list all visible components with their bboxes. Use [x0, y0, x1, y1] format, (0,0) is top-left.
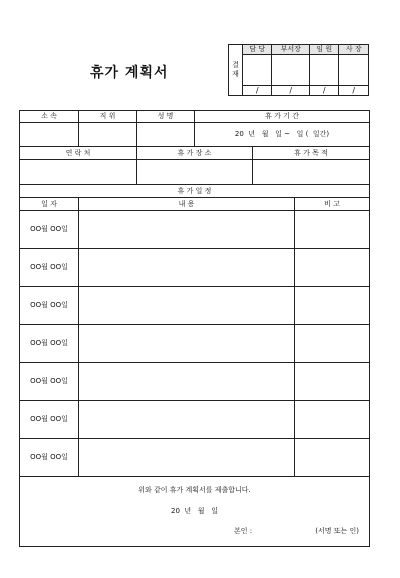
approval-box: [228, 44, 369, 96]
schedule-content[interactable]: [79, 211, 295, 249]
schedule-date: OO월 OO일: [20, 211, 79, 249]
signer-label: 본인 :: [234, 527, 253, 535]
submission-statement: 위와 같이 휴가 계획서를 제출합니다.: [138, 486, 251, 494]
approval-role-president: 사 장: [339, 45, 369, 55]
schedule-date: OO월 OO일: [20, 401, 79, 439]
remarks-column-header: 비 고: [295, 198, 370, 211]
approval-date-cell[interactable]: /: [339, 86, 369, 96]
schedule-remarks[interactable]: [295, 401, 370, 439]
approval-sign-cell[interactable]: [243, 55, 272, 86]
contact-header: 연 락 처: [20, 147, 137, 160]
period-field[interactable]: 20 년 월 일 ~ 일 ( 일간): [195, 123, 370, 147]
approval-role-executive: 임 원: [309, 45, 338, 55]
schedule-remarks[interactable]: [295, 249, 370, 287]
position-field[interactable]: [79, 123, 137, 147]
schedule-remarks[interactable]: [295, 363, 370, 401]
schedule-content[interactable]: [79, 325, 295, 363]
vacation-form: [19, 110, 370, 547]
schedule-date: OO월 OO일: [20, 287, 79, 325]
content-column-header: 내 용: [79, 198, 295, 211]
schedule-content[interactable]: [79, 249, 295, 287]
schedule-remarks[interactable]: [295, 287, 370, 325]
position-header: 직 위: [79, 111, 137, 123]
place-header: 휴 가 장 소: [137, 147, 253, 160]
schedule-content[interactable]: [79, 401, 295, 439]
contact-field[interactable]: [20, 160, 137, 185]
approval-date-cell[interactable]: /: [309, 86, 338, 96]
schedule-content[interactable]: [79, 439, 295, 477]
approval-sign-cell[interactable]: [272, 55, 310, 86]
approval-side-label: 결 재: [229, 45, 243, 96]
purpose-field[interactable]: [253, 160, 370, 185]
approval-role-manager: 부서장: [272, 45, 310, 55]
purpose-header: 휴 가 목 적: [253, 147, 370, 160]
schedule-remarks[interactable]: [295, 439, 370, 477]
submission-footer: [20, 477, 370, 547]
schedule-content[interactable]: [79, 287, 295, 325]
name-field[interactable]: [137, 123, 195, 147]
schedule-remarks[interactable]: [295, 325, 370, 363]
submission-date: 20 년 월 일: [171, 507, 218, 515]
period-header: 휴 가 기 간: [195, 111, 370, 123]
date-column-header: 일 자: [20, 198, 79, 211]
approval-date-cell[interactable]: /: [243, 86, 272, 96]
approval-sign-cell[interactable]: [339, 55, 369, 86]
signature-field[interactable]: (서명 또는 인): [315, 527, 359, 535]
schedule-date: OO월 OO일: [20, 325, 79, 363]
schedule-header: 휴 가 일 정: [20, 185, 370, 198]
approval-sign-cell[interactable]: [309, 55, 338, 86]
name-header: 성 명: [137, 111, 195, 123]
schedule-content[interactable]: [79, 363, 295, 401]
approval-date-cell[interactable]: /: [272, 86, 310, 96]
affiliation-header: 소 속: [20, 111, 79, 123]
schedule-date: OO월 OO일: [20, 363, 79, 401]
schedule-date: OO월 OO일: [20, 439, 79, 477]
place-field[interactable]: [137, 160, 253, 185]
schedule-remarks[interactable]: [295, 211, 370, 249]
document-title: 휴가 계획서: [90, 65, 169, 81]
schedule-date: OO월 OO일: [20, 249, 79, 287]
affiliation-field[interactable]: [20, 123, 79, 147]
approval-role-staff: 담 당: [243, 45, 272, 55]
